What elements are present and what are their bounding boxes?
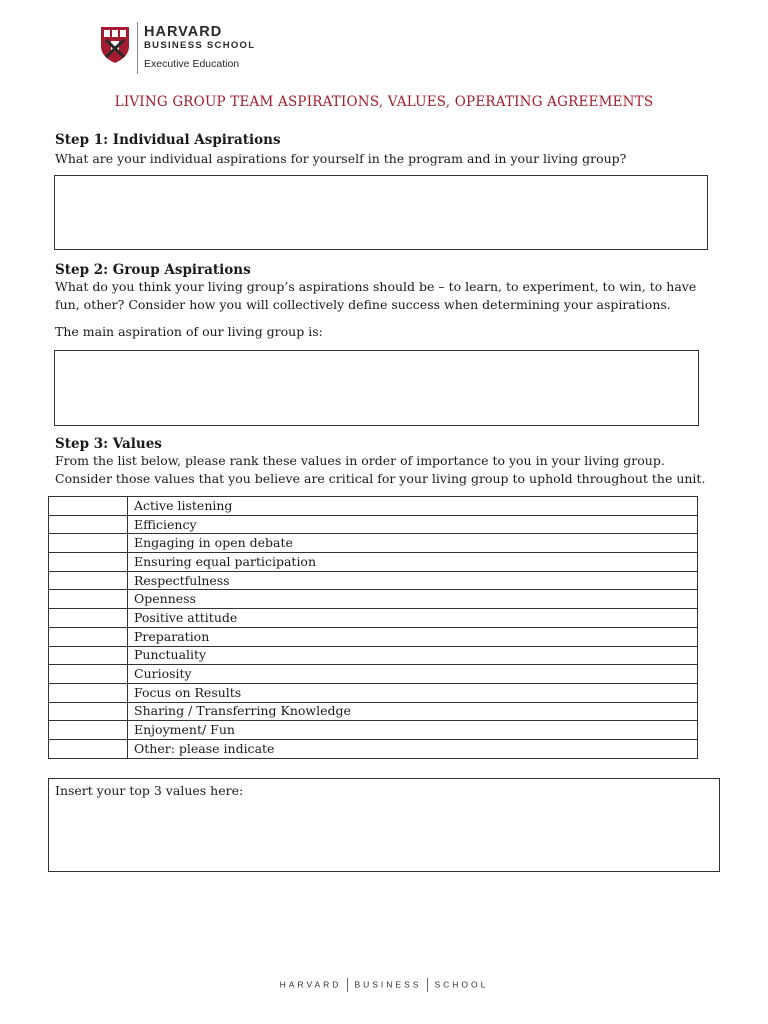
main-aspiration-prompt: The main aspiration of our living group is: <box>55 324 323 339</box>
logo-business-school: BUSINESS SCHOOL <box>144 40 256 51</box>
table-row <box>49 609 698 628</box>
footer-separator <box>427 978 428 992</box>
value-label: Focus on Results <box>128 683 698 702</box>
value-label: Curiosity <box>128 665 698 684</box>
value-label: Efficiency <box>128 515 698 534</box>
value-label: Active listening <box>128 497 698 516</box>
individual-aspirations-box[interactable] <box>54 175 708 250</box>
top3-values-label: Insert your top 3 values here: <box>55 783 244 798</box>
table-row <box>49 590 698 609</box>
rank-input-cell[interactable] <box>49 515 128 534</box>
value-label: Enjoyment/ Fun <box>128 721 698 740</box>
value-label: Other: please indicate <box>128 739 698 758</box>
step3-prompt-line1: From the list below, please rank these values in order of importance to you in your living group. <box>55 453 665 468</box>
logo-executive-education: Executive Education <box>144 58 240 70</box>
rank-input-cell[interactable] <box>49 609 128 628</box>
rank-input-cell[interactable] <box>49 702 128 721</box>
table-row <box>49 665 698 684</box>
footer-school: SCHOOL <box>434 979 489 990</box>
group-aspiration-box[interactable] <box>54 350 699 426</box>
table-row <box>49 739 698 758</box>
rank-input-cell[interactable] <box>49 590 128 609</box>
value-label: Punctuality <box>128 646 698 665</box>
step1-prompt: What are your individual aspirations for yourself in the program and in your living group? <box>55 151 627 166</box>
table-row <box>49 497 698 516</box>
footer-business: BUSINESS <box>354 979 422 990</box>
rank-input-cell[interactable] <box>49 627 128 646</box>
rank-input-cell[interactable] <box>49 721 128 740</box>
step3-heading: Step 3: Values <box>55 436 162 452</box>
step2-prompt-line2: fun, other? Consider how you will collectively define success when determining your aspirations. <box>55 297 671 312</box>
table-row <box>49 683 698 702</box>
step1-heading: Step 1: Individual Aspirations <box>55 132 281 148</box>
value-label: Sharing / Transferring Knowledge <box>128 702 698 721</box>
hbs-logo <box>100 20 280 76</box>
logo-wordmark <box>144 24 255 72</box>
value-label: Positive attitude <box>128 609 698 628</box>
rank-input-cell[interactable] <box>49 497 128 516</box>
value-label: Openness <box>128 590 698 609</box>
rank-input-cell[interactable] <box>49 665 128 684</box>
step2-heading: Step 2: Group Aspirations <box>55 262 251 278</box>
rank-input-cell[interactable] <box>49 683 128 702</box>
value-label: Ensuring equal participation <box>128 553 698 572</box>
logo-harvard: HARVARD <box>144 24 223 40</box>
hbs-veritas-shield-icon <box>100 26 130 64</box>
logo-divider <box>137 22 138 74</box>
top3-values-box[interactable] <box>48 778 720 872</box>
value-label: Preparation <box>128 627 698 646</box>
table-row <box>49 515 698 534</box>
step2-prompt-line1: What do you think your living group’s aspirations should be – to learn, to experiment, to win, to have <box>55 279 697 294</box>
rank-input-cell[interactable] <box>49 739 128 758</box>
value-label: Engaging in open debate <box>128 534 698 553</box>
table-row <box>49 627 698 646</box>
footer-wordmark <box>0 978 768 992</box>
rank-input-cell[interactable] <box>49 553 128 572</box>
table-row <box>49 646 698 665</box>
footer-separator <box>347 978 348 992</box>
table-row <box>49 534 698 553</box>
document-title: LIVING GROUP TEAM ASPIRATIONS, VALUES, OPERATING AGREEMENTS <box>114 94 654 110</box>
rank-input-cell[interactable] <box>49 646 128 665</box>
value-label: Respectfulness <box>128 571 698 590</box>
footer-harvard: HARVARD <box>279 979 342 990</box>
values-ranking-table <box>48 496 698 759</box>
rank-input-cell[interactable] <box>49 571 128 590</box>
step3-prompt-line2: Consider those values that you believe are critical for your living group to uphold throughout the unit. <box>55 471 706 486</box>
table-row <box>49 553 698 572</box>
table-row <box>49 571 698 590</box>
rank-input-cell[interactable] <box>49 534 128 553</box>
table-row <box>49 702 698 721</box>
table-row <box>49 721 698 740</box>
